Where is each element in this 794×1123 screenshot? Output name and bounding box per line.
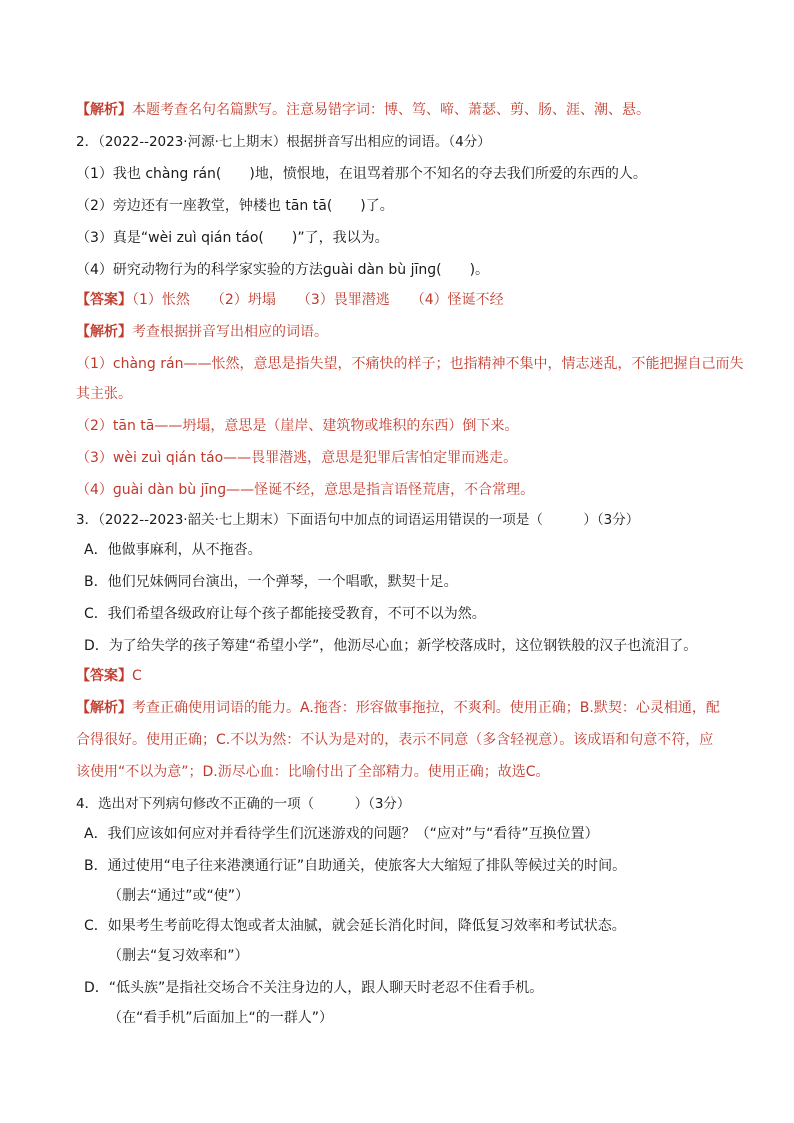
answer-tag: 【答案】 bbox=[76, 292, 132, 308]
question-3-option-c: C．我们希望各级政府让每个孩子都能接受教育，不可不以为然。 bbox=[84, 606, 486, 622]
answer-tag: 【答案】 bbox=[76, 668, 132, 684]
question-2-answer bbox=[76, 290, 724, 310]
question-2-item-2: （2）旁边还有一座教堂，钟楼也 tān tā( )了。 bbox=[76, 198, 394, 214]
question-3-option-d: D．为了给失学的孩子筹建“希望小学”，他沥尽心血；新学校落成时，这位钢铁般的汉子也流泪了。 bbox=[84, 638, 698, 654]
question-3-option-b: B．他们兄妹俩同台演出，一个弹琴，一个唱歌，默契十足。 bbox=[84, 574, 458, 590]
analysis-tag: 【解析】 bbox=[76, 102, 132, 118]
question-4-option-d-fix: （在“看手机”后面加上“的一群人”） bbox=[108, 1010, 334, 1026]
question-3-option-a: A．他做事麻利，从不拖沓。 bbox=[84, 542, 262, 558]
question-4-option-c: C．如果考生考前吃得太饱或者太油腻，就会延长消化时间，降低复习效率和考试状态。 bbox=[84, 918, 626, 934]
question-4-option-c-fix: （删去“复习效率和”） bbox=[108, 948, 249, 964]
analysis-tag: 【解析】 bbox=[76, 324, 132, 340]
analysis-detail-1-cont: 其主张。 bbox=[76, 386, 132, 402]
question-2-item-4: （4）研究动物行为的科学家实验的方法ɡuài dàn bù jīnɡ( )。 bbox=[76, 262, 490, 278]
question-4-stem: 4．选出对下列病句修改不正确的一项（ ）（3分） bbox=[76, 796, 411, 812]
question-3-analysis bbox=[76, 698, 724, 718]
question-4-option-a: A．我们应该如何应对并看待学生们沉迷游戏的问题？（“应对”与“看待”互换位置） bbox=[84, 826, 599, 842]
analysis-tag: 【解析】 bbox=[76, 700, 132, 716]
question-2-item-3: （3）真是“wèi zuì qián táo( )”了，我以为。 bbox=[76, 230, 389, 246]
analysis-detail-1: （1）chàng rán——怅然，意思是指失望，不痛快的样子；也指精神不集中，情志迷乱，不能把握自己而失 bbox=[76, 356, 744, 372]
analysis-detail-3: （3）wèi zuì qián táo——畏罪潜逃，意思是犯罪后害怕定罪而逃走。 bbox=[76, 450, 518, 466]
analysis-detail-4: （4）ɡuài dàn bù jīnɡ——怪诞不经，意思是指言语怪荒唐，不合常理。 bbox=[76, 482, 535, 498]
analysis-detail-line-3: 该使用“不以为意”；D.沥尽心血：比喻付出了全部精力。使用正确；故选C。 bbox=[76, 764, 550, 780]
question-3-answer bbox=[76, 666, 724, 686]
analysis-text: 本题考查名句名篇默写。注意易错字词：博、笃、啼、萧瑟、剪、肠、涯、潮、悬。 bbox=[132, 102, 650, 118]
question-2-analysis bbox=[76, 322, 724, 342]
question-4-option-b-fix: （删去“通过”或“使”） bbox=[108, 888, 250, 904]
analysis-text: 考查正确使用词语的能力。A.拖沓：形容做事拖拉，不爽利。使用正确；B.默契：心灵相通，配 bbox=[132, 700, 720, 716]
question-4-option-b: B．通过使用“电子往来港澳通行证”自助通关，使旅客大大缩短了排队等候过关的时间。 bbox=[84, 858, 627, 874]
question-2-item-1: （1）我也 chàng rán( )地，愤恨地，在诅骂着那个不知名的夺去我们所爱的东西的人。 bbox=[76, 166, 647, 182]
question-4-option-d: D．“低头族”是指社交场合不关注身边的人，跟人聊天时老忍不住看手机。 bbox=[84, 980, 544, 996]
analysis-text: 考查根据拼音写出相应的词语。 bbox=[132, 324, 328, 340]
question-3-stem: 3．（2022--2023·韶关·七上期末）下面语句中加点的词语运用错误的一项是（ ）（3分） bbox=[76, 512, 640, 528]
question-2-stem: 2．（2022--2023·河源·七上期末）根据拼音写出相应的词语。（4分） bbox=[76, 134, 491, 150]
analysis-line bbox=[76, 100, 724, 120]
answer-text: （1）怅然 （2）坍塌 （3）畏罪潜逃 （4）怪诞不经 bbox=[132, 292, 504, 308]
answer-text: C bbox=[132, 668, 142, 684]
analysis-detail-line-2: 合得很好。使用正确；C.不以为然：不认为是对的，表示不同意（多含轻视意）。该成语和句意不符，应 bbox=[76, 732, 714, 748]
analysis-detail-2: （2）tān tā——坍塌，意思是（崖岸、建筑物或堆积的东西）倒下来。 bbox=[76, 418, 519, 434]
